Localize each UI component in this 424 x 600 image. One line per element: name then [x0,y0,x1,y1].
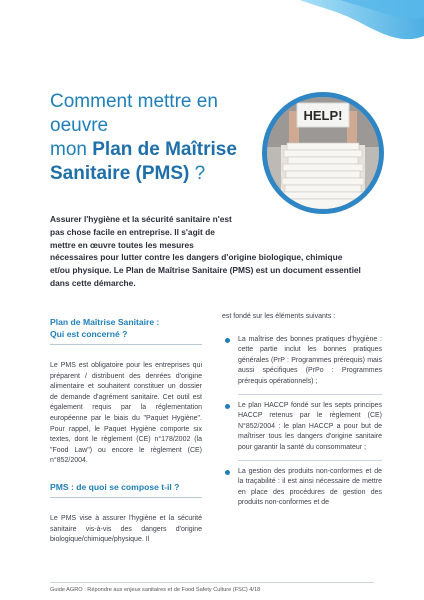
title-question-mark: ? [194,163,206,184]
title-line-3-prefix: mon [50,139,87,160]
section-1-divider [50,344,202,345]
list-item-text: La maîtrise des bonnes pratiques d'hygiène : cette partie inclut les bonnes pratiques générales (PrP : Programmes prérequis) mais aussi spécifiques (PrPo : Programmes prérequis opérationnels) ; [238,335,382,385]
intro-line-4: nécessaires pour lutter contre les dangers d'origine biologique, chimique [50,252,343,263]
bullet-dot-icon [225,338,230,343]
title-line-2: oeuvre [50,115,109,136]
section-2-divider [50,497,202,498]
page-footer: Guide AGRO : Répondre aux enjeux sanitaires et de Food Safety Culture (FSC) 4/18 [50,587,261,593]
title-line-4-bold: Sanitaire (PMS) [50,163,190,184]
left-column [50,316,202,546]
intro-line-3: mettre en œuvre toutes les mesures [50,239,194,250]
page-title [50,90,260,186]
intro-line-2: pas chose facile en entreprise. Il s'agit de [50,226,215,237]
help-sign-text: HELP! [303,108,343,123]
section-1-title-a: Plan de Maîtrise Sanitaire : [50,317,160,327]
intro-line-1: Assurer l'hygiène et la sécurité sanitaire n'est [50,214,232,224]
title-line-3-bold: Plan de Maîtrise [92,139,237,160]
section-2-title: PMS : de quoi se compose t-il ? [50,481,180,492]
list-divider [238,394,382,395]
list-item [222,401,382,454]
person-with-papers-image [267,97,379,209]
illustration-photo-frame [262,92,384,214]
intro-line-5: et/ou physique. Le Plan de Maîtrise Sanitaire (PMS) est un document essentiel [50,265,361,276]
right-column-intro: est fondé sur les éléments suivants : [222,313,336,320]
list-item [222,467,382,509]
section-2-paragraph: Le PMS vise à assurer l'hygiène et la sécurité sanitaire vis-à-vis des dangers d'origine biologique/chimique/physique. Il [50,514,202,544]
bullet-dot-icon [225,470,230,475]
decorative-corner-wave [0,0,424,60]
right-column [222,313,382,509]
bullet-dot-icon [225,404,230,409]
intro-line-6: dans cette démarche. [50,277,136,288]
intro-paragraph [50,213,375,290]
list-divider [238,460,382,461]
title-line-1: Comment mettre en [50,91,218,112]
list-item-text: Le plan HACCP fondé sur les septs principes HACCP retenus par le règlement (CE) N°852/2004 : le plan HACCP a pour but de maîtriser tous les dangers d'origine sanitaire pour garantir la santé du consommateur ; [238,401,382,451]
section-1-paragraph: Le PMS est obligatoire pour les entreprises qui préparent / distribuent des denrées d'origine alimentaire et souhaitent constituer un dossier de demande d'agrément sanitaire. Cet outil est également requis par la réglementation européenne par le biais du "Paquet Hygiène". Pour rappel, le Paquet Hygiène comporte six textes, dont le règlement (CE) n°178/2002 (la "Food Law") ou encore le règlement (CE) n°852/2004. [50,362,202,465]
illustration-photo [267,97,379,209]
list-item-text: La gestion des produits non-conformes et de la traçabilité : il est ainsi nécessaire de mettre en place des procédures de gestion des produits non-conformes et de [238,467,382,507]
section-1-title-b: Qui est concerné ? [50,329,128,339]
list-item [222,335,382,388]
footer-divider [50,582,374,583]
